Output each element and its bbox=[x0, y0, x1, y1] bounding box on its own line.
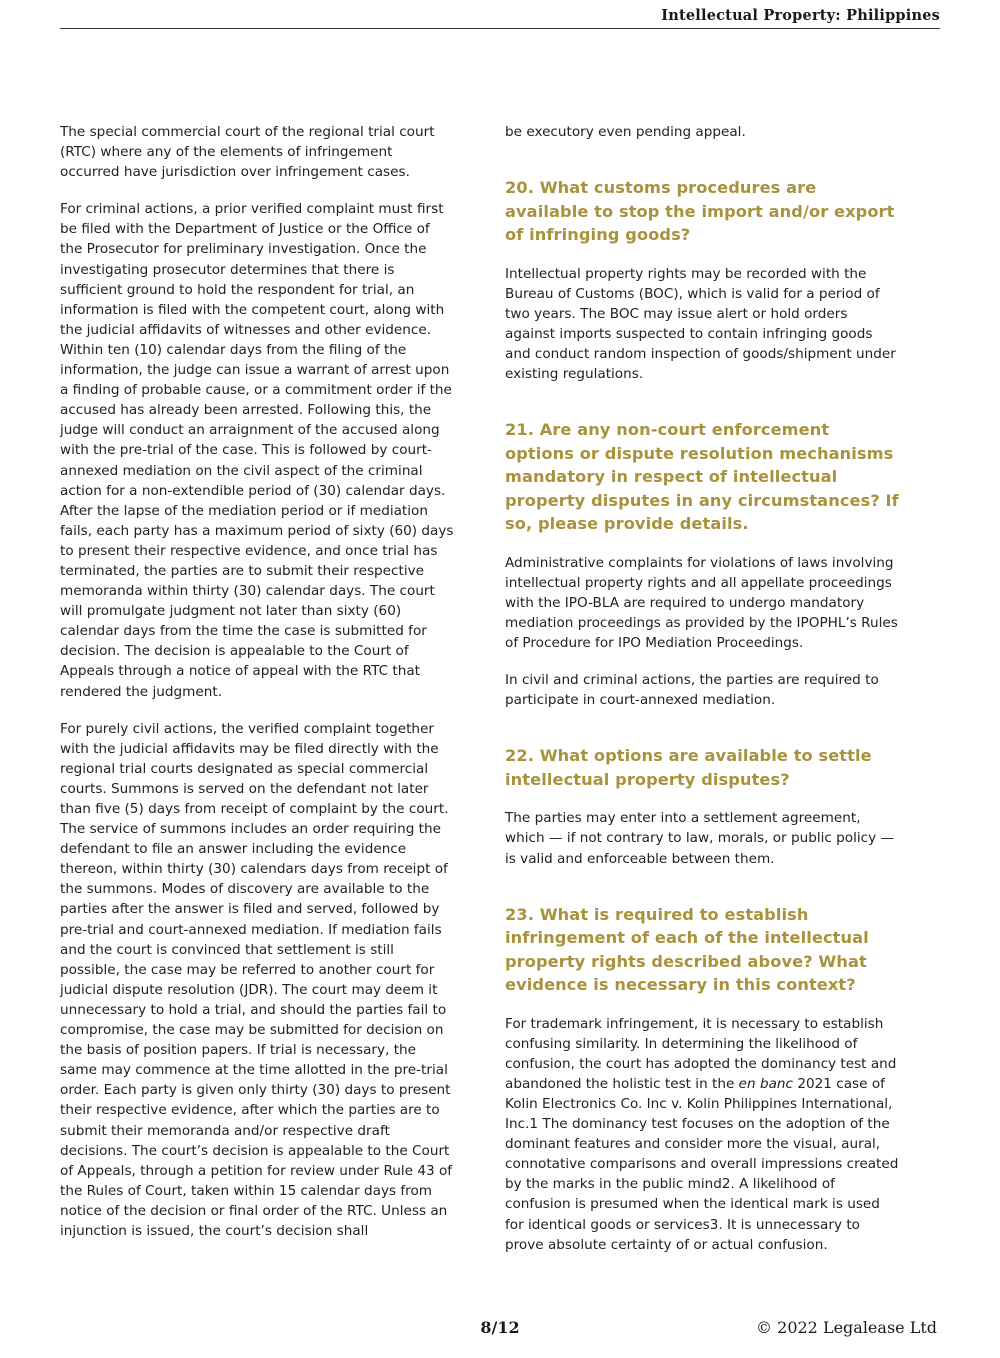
paragraph-jurisdiction: The special commercial court of the regional trial court (RTC) where any of the elements of infringement occurred have jurisdiction over infringement cases. bbox=[60, 124, 435, 181]
question-23-heading: 23. What is required to establish infringement of each of the intellectual property rights described above? What evidence is necessary in this context? bbox=[505, 904, 869, 995]
question-21-heading: 21. Are any non-court enforcement options or dispute resolution mechanisms mandatory in respect of intellectual property disputes in any circumstances? If so, please provide details. bbox=[505, 420, 899, 534]
copyright-notice: © 2022 Legalease Ltd bbox=[756, 1318, 937, 1337]
answer-23-italic-term: en banc bbox=[738, 1075, 794, 1092]
page-header bbox=[60, 0, 940, 29]
paragraph-criminal-actions: For criminal actions, a prior verified complaint must first be filed with the Department of Justice or the Office of the Prosecutor for preliminary investigation. Once the investigating prosecutor determines that there is sufficient ground to hold the respondent for trial, an information is filed with the competent court, along with the judicial affidavits of witnesses and other evidence. Within ten (10) calendar days from the filing of the information, the judge can issue a warrant of arrest upon a finding of probable cause, or a commitment order if the accused has already been arrested. Following this, the judge will conduct an arraignment of the accused along with the pre-trial of the case. This is followed by court-annexed mediation on the civil aspect of the criminal action for a non-extendible period of (30) calendar days. After the lapse of the mediation period or if mediation fails, each party has a maximum period of sixty (60) days to present their respective evidence, and once trial has terminated, the parties are to submit their respective memoranda within thirty (30) calendar days. The court will promulgate judgment not later than sixty (60) calendar days from the time the case is submitted for decision. The decision is appealable to the Court of Appeals through a notice of appeal with the RTC that rendered the judgment. bbox=[60, 201, 454, 700]
page-number: 8/12 bbox=[480, 1318, 520, 1337]
question-22-heading: 22. What options are available to settle intellectual property disputes? bbox=[505, 746, 872, 789]
answer-23-paragraph bbox=[505, 1014, 900, 1255]
right-column bbox=[505, 122, 900, 1272]
answer-21-paragraph-2: In civil and criminal actions, the parties are required to participate in court-annexed mediation. bbox=[505, 672, 879, 709]
answer-20-paragraph: Intellectual property rights may be recorded with the Bureau of Customs (BOC), which is valid for a period of two years. The BOC may issue alert or hold orders against imports suspected to contain infringing goods and conduct random inspection of goods/shipment under existing regulations. bbox=[505, 265, 896, 383]
paragraph-continuation: be executory even pending appeal. bbox=[505, 124, 746, 140]
answer-23-text-start: For trademark infringement, it is necessary to establish confusing similarity. In determining the likelihood of confusion, the court has adopted the dominancy test and abandoned the holistic test in the bbox=[505, 1015, 897, 1092]
left-column bbox=[60, 122, 455, 1258]
header-title: Intellectual Property: Philippines bbox=[661, 7, 940, 24]
answer-23-text-end: 2021 case of Kolin Electronics Co. Inc v. Kolin Philippines International, Inc.1 The dominancy test focuses on the adoption of the dominant features and consider more the visual, aural, connotative comparisons and overall impressions created by the marks in the public mind2. A likelihood of confusion is presumed when the identical mark is used for identical goods or services3. It is unnecessary to prove absolute certainty of or actual confusion. bbox=[505, 1075, 899, 1253]
paragraph-civil-actions: For purely civil actions, the verified complaint together with the judicial affidavits may be filed directly with the regional trial courts designated as special commercial courts. Summons is served on the defendant not later than five (5) days from receipt of complaint by the court. The service of summons includes an order requiring the defendant to file an answer including the evidence thereon, within thirty (30) calendars days from receipt of the summons. Modes of discovery are available to the parties after the answer is filed and served, followed by pre-trial and court-annexed mediation. If mediation fails and the court is convinced that settlement is still possible, the case may be referred to another court for judicial dispute resolution (JDR). The court may deem it unnecessary to hold a trial, and should the parties fail to compromise, the case may be submitted for decision on the basis of position papers. If trial is necessary, the same may commence at the time allotted in the pre-trial order. Each party is given only thirty (30) days to present their respective evidence, after which the parties are to submit their memoranda and/or respective draft decisions. The court’s decision is appealable to the Court of Appeals, through a petition for review under Rule 43 of the Rules of Court, taken within 15 calendar days from notice of the decision or final order of the RTC. Unless an injunction is issued, the court’s decision shall bbox=[60, 720, 453, 1239]
answer-21-paragraph-1: Administrative complaints for violations of laws involving intellectual property rights and all appellate proceedings with the IPO-BLA are required to undergo mandatory mediation proceedings as provided by the IPOPHL’s Rules of Procedure for IPO Mediation Proceedings. bbox=[505, 554, 898, 652]
question-20-heading: 20. What customs procedures are available to stop the import and/or export of infringing goods? bbox=[505, 178, 895, 245]
answer-22-paragraph: The parties may enter into a settlement agreement, which — if not contrary to law, morals, or public policy — is valid and enforceable between them. bbox=[505, 810, 895, 867]
